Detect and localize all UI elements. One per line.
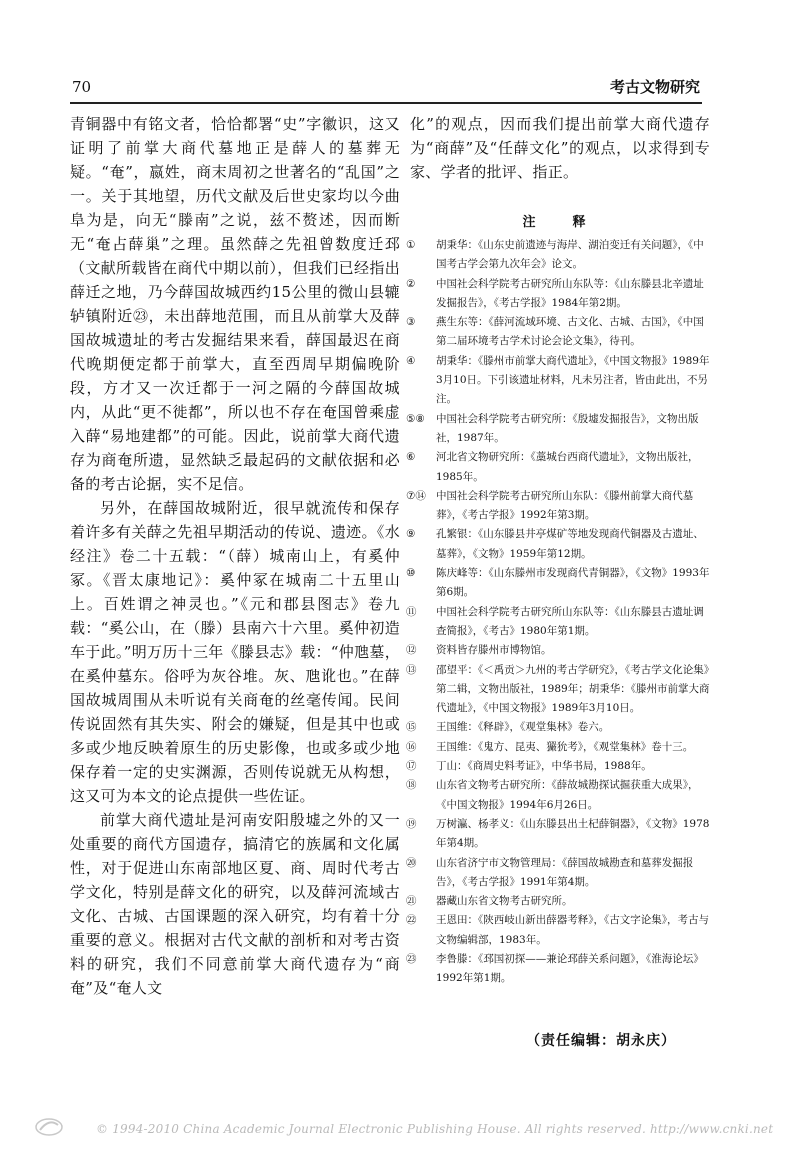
- note-number: ⑨: [406, 528, 416, 541]
- note-text: 中国社会科学院考古研究所山东队：《滕州前掌大商代墓葬》，《考古学报》1992年第3期。: [436, 489, 694, 522]
- note-item: [404, 603, 714, 642]
- note-item: [404, 275, 714, 314]
- note-item: [404, 911, 714, 950]
- note-item: [404, 757, 714, 776]
- notes-title: 注 释: [522, 215, 598, 230]
- note-item: [404, 525, 714, 564]
- note-text: 中国社会科学院考古研究所山东队等：《山东滕县北辛遗址发掘报告》，《考古学报》1984年第2期。: [436, 277, 704, 309]
- notes-list: [404, 236, 714, 989]
- note-number: ㉓: [406, 952, 417, 965]
- editor-credit: （责任编辑：胡永庆）: [526, 1033, 676, 1049]
- note-item: [404, 815, 714, 854]
- note-item: [404, 738, 714, 757]
- note-item: [404, 448, 714, 487]
- note-item: [404, 564, 714, 603]
- note-number: ③: [406, 316, 416, 329]
- note-item: [404, 410, 714, 449]
- note-number: ⑪: [406, 605, 417, 618]
- note-item: [404, 352, 714, 410]
- paragraph-continued: 化”的观点，因而我们提出前掌大商代遗存为“商薛”及“任薛文化”的观点，以求得到专家、学者的批评、指正。: [410, 115, 710, 181]
- paragraph-1: 青铜器中有铭文者，恰恰都署“史”字徽识，这又证明了前掌大商代墓地正是薛人的墓葬无疑。“奄”，嬴姓，商末周初之世著名的“乱国”之一。关于其地望，历代文献及后世史家均以今曲阜为是，向无“滕南”之说，兹不赘述，因而断无“奄占薛巢”之理。虽然薛之先祖曾数度迁邳（文献所载皆在商代中期以前），但我们已经指出薛迁之地，乃今薛国故城西约15公里的微山县辘轳镇附近㉓，未出薛地范围，而且从前掌大及薛国故城遗址的考古发掘结果来看，薛国最迟在商代晚期便定都于前掌大，直至西周早期偏晚阶段，方才又一次迁都于一河之隔的今薛国故城内，从此“更不徙都”，所以也不存在奄国曾乘虚入薛“易地建都”的可能。因此，说前掌大商代遗存为商奄所遗，显然缺乏最起码的文献依据和必备的考古论据，实不足信。: [70, 115, 400, 493]
- paragraph-2: 另外，在薛国故城附近，很早就流传和保存着许多有关薛之先祖早期活动的传说、遗迹。《水经注》卷二十五载：“（薛）城南山上，有奚仲冢。《晋太康地记》：奚仲冢在城南二十五里山上。百姓谓之神灵也。”《元和郡县图志》卷九载：“奚公山，在（滕）县南六十六里。奚仲初造车于此。”明万历十三年《滕县志》载：“仲虺墓，在奚仲墓东。俗呼为灰谷堆。灰、虺讹也。”在薛国故城周围从未听说有关商奄的丝毫传闻。民间传说固然有其失实、附会的嫌疑，但是其中也或多或少地反映着原生的历史影像，也或多或少地保存着一定的史实渊源，否则传说就无从构想，这又可为本文的论点提供一些佐证。: [70, 499, 400, 805]
- note-number: ㉒: [406, 914, 417, 927]
- note-text: 邵望平：《＜禹贡＞九州的考古学研究》，《考古学文化论集》第二辑，文物出版社，1989年；胡秉华：《滕州市前掌大商代遗址》，《中国文物报》1989年3月10日。: [436, 663, 710, 715]
- note-text: 王国维：《释辟》，《观堂集林》卷六。: [436, 721, 610, 734]
- right-column: [410, 112, 710, 184]
- note-number: ⑬: [406, 663, 417, 676]
- paragraph-3: 前掌大商代遗址是河南安阳殷墟之外的又一处重要的商代方国遗存，搞清它的族属和文化属性，对于促进山东南部地区夏、商、周时代考古学文化，特别是薛文化的研究，以及薛河流域古文化、古城、古国课题的深入研究，均有着十分重要的意义。根据对古代文献的剖析和对考古资料的研究，我们不同意前掌大商代遗存为“商奄”及“奄人文: [70, 811, 400, 997]
- note-text: 王国维：《鬼方、昆夷、玁狁考》，《观堂集林》卷十三。: [436, 740, 694, 753]
- note-text: 陈庆峰等：《山东滕州市发现商代青铜器》，《文物》1993年第6期。: [436, 567, 710, 599]
- note-number: ⑮: [406, 721, 417, 734]
- note-text: 中国社会科学院考古研究所山东队等：《山东滕县古遗址调查简报》，《考古》1980年第1期。: [436, 605, 704, 637]
- note-number: ⑫: [406, 644, 417, 657]
- cnki-logo-icon: [34, 1116, 64, 1138]
- note-number: ⑤⑧: [406, 412, 425, 425]
- note-number: ⑯: [406, 740, 417, 753]
- note-item: [404, 236, 714, 275]
- note-text: 山东省济宁市文物管理局：《薛国故城勘查和墓葬发掘报告》，《考古学报》1991年第4期。: [436, 856, 694, 888]
- copyright-footer: © 1994-2010 China Academic Journal Electronic Publishing House. All rights reserved. http://www.cnki.net: [96, 1122, 774, 1136]
- note-text: 河北省文物研究所：《藁城台西商代遗址》，文物出版社，1985年。: [436, 451, 699, 483]
- note-text: 孔繁银：《山东滕县井亭煤矿等地发现商代铜器及古遗址、墓葬》，《文物》1959年第12期。: [436, 528, 704, 560]
- note-item: [404, 950, 714, 989]
- note-text: 资料皆存滕州市博物馆。: [436, 644, 552, 657]
- note-number: ㉑: [406, 895, 417, 908]
- note-text: 胡秉华：《山东史前遗迹与海岸、湖泊变迁有关问题》，《中国考古学会第九次年会》论文。: [436, 239, 704, 271]
- note-item: [404, 776, 714, 815]
- note-number: ⑱: [406, 779, 417, 792]
- left-column: [70, 112, 400, 1000]
- note-number: ④: [406, 354, 416, 367]
- note-text: 王恩田：《陕西岐山新出薛器考释》，《古文字论集》，考古与文物编辑部，1983年。: [436, 914, 709, 946]
- journal-name: 考古文物研究: [609, 78, 700, 96]
- note-item: [404, 661, 714, 719]
- header-rule: [70, 102, 702, 104]
- note-text: 器藏山东省文物考古研究所。: [436, 895, 573, 908]
- note-number: ②: [406, 277, 416, 290]
- note-number: ①: [406, 239, 416, 251]
- note-text: 燕生东等：《薛河流域环境、古文化、古城、古国》，《中国第二届环境考古学术讨论会论文集》，待刊。: [436, 316, 704, 348]
- note-number: ⑥: [406, 451, 416, 464]
- note-number: ⑳: [406, 856, 417, 869]
- note-item: [404, 854, 714, 893]
- note-item: [404, 892, 714, 911]
- page-number: 70: [72, 78, 92, 96]
- note-number: ⑰: [406, 760, 417, 773]
- note-text: 中国社会科学院考古研究所：《殷墟发掘报告》，文物出版社，1987年。: [436, 412, 699, 444]
- note-text: 丁山：《商周史料考证》，中华书局，1988年。: [436, 760, 652, 773]
- note-item: [404, 313, 714, 352]
- note-text: 山东省文物考古研究所：《薛故城勘探试掘获重大成果》，《中国文物报》1994年6月26日。: [436, 779, 699, 811]
- note-number: ⑲: [406, 817, 417, 830]
- note-number: ⑦⑭: [406, 489, 426, 502]
- note-text: 万树瀛、杨孝义：《山东滕县出土杞薛铜器》，《文物》1978年第4期。: [436, 817, 710, 850]
- note-number: ⑩: [406, 567, 416, 580]
- note-text: 胡秉华：《滕州市前掌大商代遗址》，《中国文物报》1989年3月10日。下引该遗址材料，凡未另注者，皆由此出，不另注。: [436, 354, 710, 406]
- note-text: 李鲁滕：《邳国初探——兼论邳薛关系问题》，《淮海论坛》1992年第1期。: [436, 952, 704, 985]
- note-item: [404, 641, 714, 660]
- note-item: [404, 487, 714, 526]
- note-item: [404, 718, 714, 737]
